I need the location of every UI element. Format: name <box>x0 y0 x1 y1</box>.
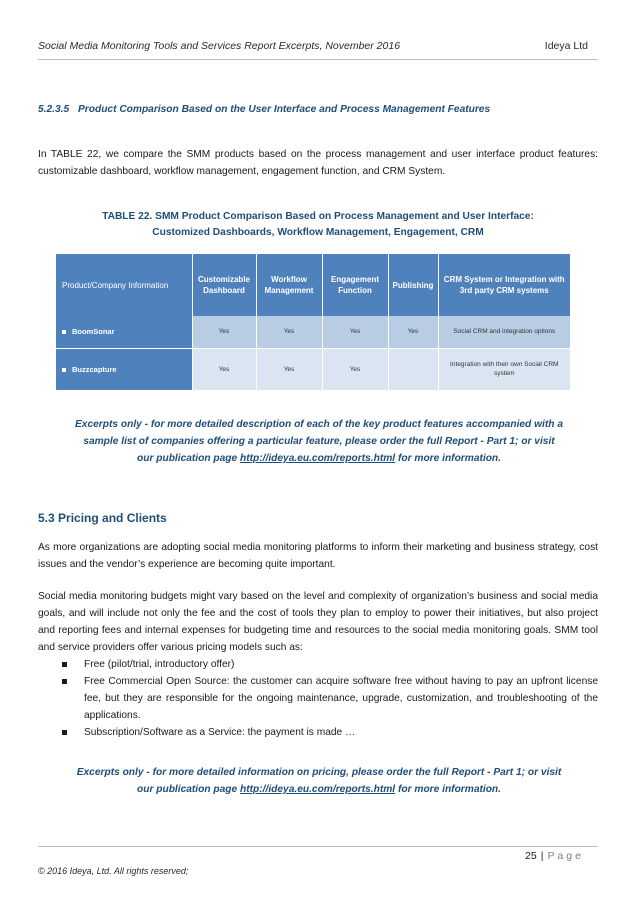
table-cell: Yes <box>322 348 388 390</box>
excerpt1-suffix: for more information. <box>395 453 501 464</box>
table-cell: Yes <box>322 316 388 348</box>
excerpt1-prefix: our publication page <box>137 453 241 464</box>
header-title: Social Media Monitoring Tools and Services Report Excerpts, November 2016 <box>38 40 401 52</box>
table-header-row <box>56 254 570 316</box>
comparison-table <box>56 254 570 391</box>
table-cell: Social CRM and integration options <box>438 316 570 348</box>
table-cell: Yes <box>256 348 322 390</box>
bullet-square-icon <box>62 368 66 372</box>
product-name: Buzzcapture <box>72 364 117 374</box>
table-cell: Yes <box>192 316 256 348</box>
excerpt2-suffix: for more information. <box>395 784 501 795</box>
table-cell: Integration with their own Social CRM system <box>438 348 570 390</box>
bullet-square-icon <box>62 662 67 667</box>
col-header-workflow: Workflow Management <box>256 254 322 316</box>
list-item <box>60 673 598 724</box>
header-company: Ideya Ltd <box>544 40 588 52</box>
col-header-product: Product/Company Information <box>56 254 192 316</box>
bullet-square-icon <box>62 330 66 334</box>
page-number-value: 25 <box>525 850 537 862</box>
section-heading <box>38 104 490 115</box>
table-cell: Yes <box>388 316 438 348</box>
table-cell: Yes <box>256 316 322 348</box>
excerpt2-line2 <box>50 781 588 798</box>
list-item-text: Subscription/Software as a Service: the payment is made … <box>84 727 356 738</box>
page-header <box>38 40 598 60</box>
col-header-crm: CRM System or Integration with 3rd party CRM systems <box>438 254 570 316</box>
table-caption-line1: TABLE 22. SMM Product Comparison Based on Process Management and User Interface: <box>102 211 534 222</box>
intro-paragraph: In TABLE 22, we compare the SMM products based on the process management and user interface product features: customizable dashboard, workflow management, engagement function, and CRM System. <box>38 149 598 177</box>
pricing-heading: 5.3 Pricing and Clients <box>38 511 167 525</box>
list-item <box>60 656 598 673</box>
pricing-paragraph-1: As more organizations are adopting social media monitoring platforms to inform their marketing and business strategy, cost issues and the vendor’s experience are becoming quite important. <box>38 542 598 570</box>
excerpt-note-features <box>50 416 588 467</box>
page-label: Page <box>547 850 584 862</box>
bullet-square-icon <box>62 730 67 735</box>
excerpt-note-pricing <box>50 764 588 798</box>
excerpt1-line2: sample list of companies offering a particular feature, please order the full Report - Part 1; or visit <box>83 436 555 447</box>
bullet-square-icon <box>62 679 67 684</box>
reports-link[interactable]: http://ideya.eu.com/reports.html <box>240 784 396 795</box>
product-cell <box>56 348 192 390</box>
pricing-models-list <box>60 656 598 741</box>
table-cell: Yes <box>192 348 256 390</box>
copyright: © 2016 Ideya, Ltd. All rights reserved; <box>38 866 189 876</box>
page-separator: | <box>540 850 544 862</box>
footer-divider <box>38 846 598 847</box>
col-header-engagement: Engagement Function <box>322 254 388 316</box>
excerpt2-line1: Excerpts only - for more detailed information on pricing, please order the full Report - Part 1; or visit <box>76 767 562 778</box>
col-header-publishing: Publishing <box>388 254 438 316</box>
pricing-paragraph-2: Social media monitoring budgets might vary based on the level and complexity of organization’s business and social media goals, and will include not only the fee and the cost of tools they plan to employ to power their initiatives, but also project and reporting fees and internal expenses for budgeting time and resources to the social media monitoring goals. SMM tool and service providers offer various pricing models such as: <box>38 591 598 653</box>
table-caption <box>38 209 598 241</box>
table-row <box>56 348 570 390</box>
excerpt2-prefix: our publication page <box>137 784 241 795</box>
page-number <box>525 850 584 862</box>
product-cell <box>56 316 192 348</box>
section-number: 5.2.3.5 <box>38 104 70 115</box>
product-name: BoomSonar <box>72 327 115 337</box>
table-row <box>56 316 570 348</box>
table-caption-line2: Customized Dashboards, Workflow Management, Engagement, CRM <box>152 227 484 238</box>
table-cell <box>388 348 438 390</box>
list-item-text: Free Commercial Open Source: the customer can acquire software free without having to pay an upfront license fee, but they are responsible for the ongoing maintenance, upgrade, customization, and troubleshooting of the applications. <box>84 676 598 721</box>
list-item-text: Free (pilot/trial, introductory offer) <box>84 659 235 670</box>
list-item <box>60 724 598 741</box>
excerpt1-line1: Excerpts only - for more detailed description of each of the key product features accompanied with a <box>75 419 563 430</box>
reports-link[interactable]: http://ideya.eu.com/reports.html <box>240 453 396 464</box>
excerpt1-line3 <box>50 450 588 467</box>
section-title: Product Comparison Based on the User Interface and Process Management Features <box>78 104 491 115</box>
col-header-dashboard: Customizable Dashboard <box>192 254 256 316</box>
